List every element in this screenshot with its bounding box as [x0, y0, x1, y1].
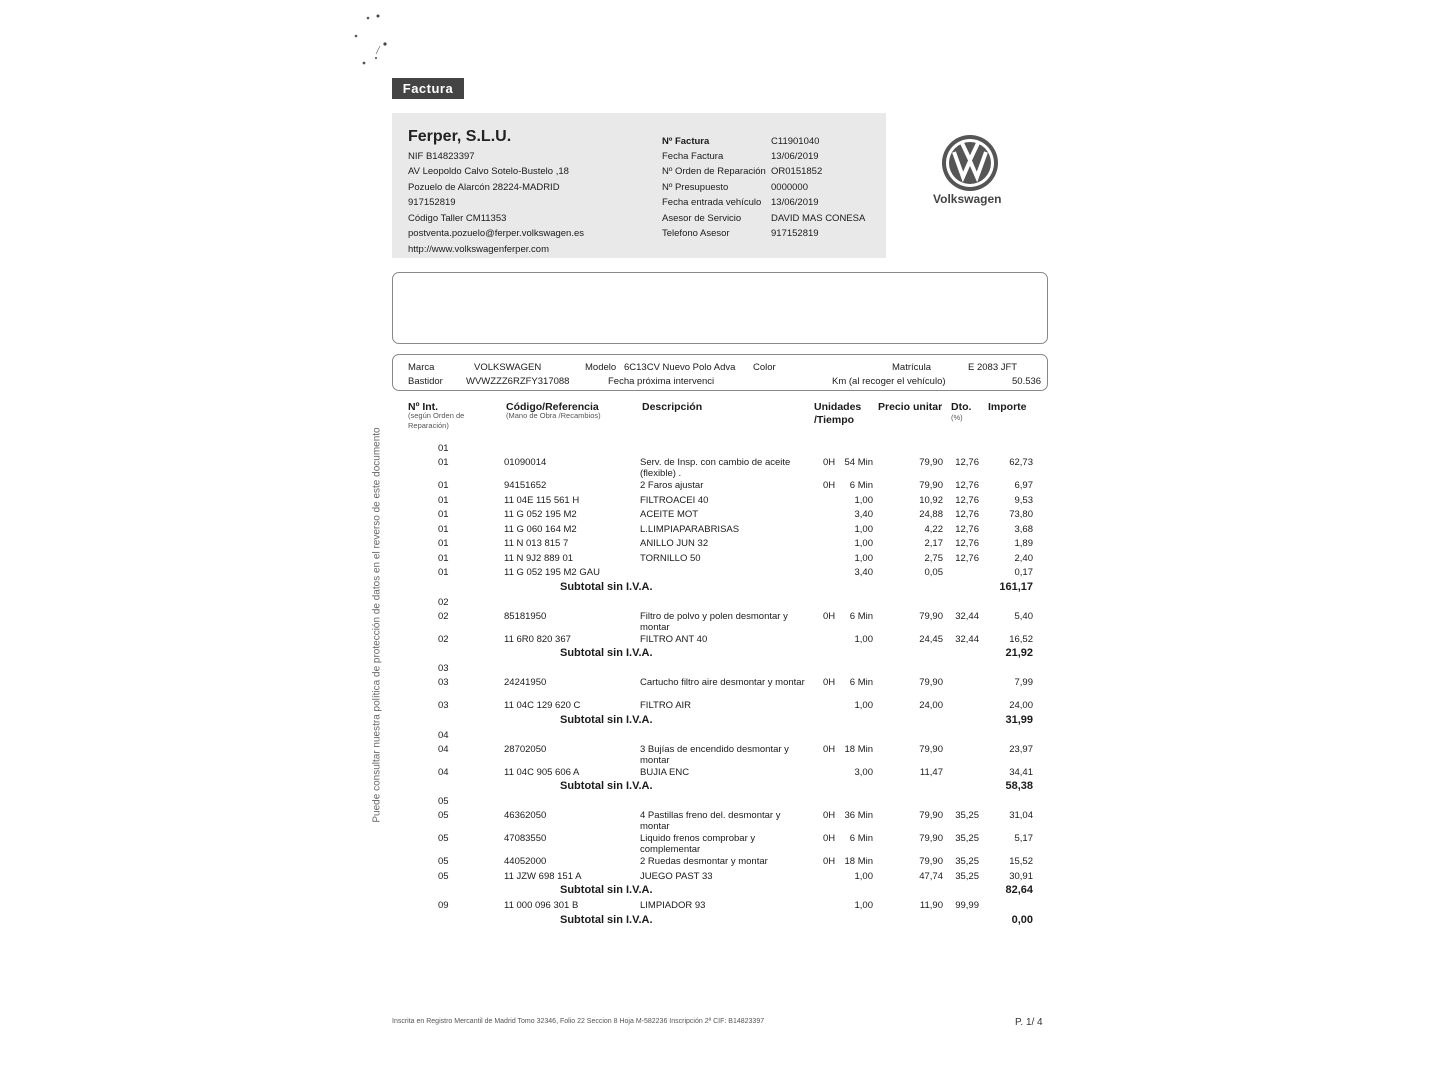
- cell-code: 47083550: [504, 833, 547, 844]
- group-id: 01: [438, 443, 449, 454]
- cell-minutes: 6 Min: [849, 480, 873, 491]
- cell-unit-price: 24,00: [919, 700, 943, 711]
- cell-description: 3 Bujías de encendido desmontar y montar: [640, 743, 789, 766]
- cell-description: L.LIMPIAPARABRISAS: [640, 523, 740, 535]
- cell-description: ANILLO JUN 32: [640, 538, 709, 549]
- matricula-value: E 2083 JFT: [968, 362, 1018, 373]
- cell-description: 2 Faros ajustar: [640, 480, 704, 491]
- invoice-field-value: 917152819: [771, 228, 819, 239]
- cell-nint: 09: [438, 900, 449, 911]
- group-header-row: [0, 597, 1440, 611]
- cell-nint: 02: [438, 610, 449, 622]
- table-row: [0, 538, 1440, 552]
- subtotal-value: 58,38: [1005, 780, 1033, 792]
- marca-value: VOLKSWAGEN: [474, 362, 542, 373]
- cell-code: 11 G 052 195 M2 GAU: [504, 567, 600, 578]
- cell-unit-price: 10,92: [919, 494, 943, 506]
- km-label: Km (al recoger el vehículo): [832, 376, 946, 387]
- cell-unit-price: 79,90: [919, 743, 943, 755]
- cell-code: 11 000 096 301 B: [504, 900, 579, 911]
- invoice-field-label: Fecha entrada vehículo: [662, 197, 762, 208]
- page-number: P. 1/ 4: [1015, 1017, 1043, 1028]
- cell-hours: 0H: [823, 743, 836, 755]
- cell-unit-price: 79,90: [919, 480, 943, 491]
- cell-unit-price: 79,90: [919, 677, 943, 688]
- group-id: 02: [438, 596, 449, 608]
- col-subheader-dto: (%): [951, 413, 963, 422]
- group-id: 04: [438, 729, 449, 741]
- cell-discount: 12,76: [955, 494, 979, 506]
- cell-unit-price: 79,90: [919, 833, 943, 844]
- cell-nint: 05: [438, 856, 449, 867]
- cell-minutes: 6 Min: [849, 833, 873, 844]
- cell-amount: 34,41: [1009, 766, 1033, 778]
- cell-amount: 16,52: [1009, 633, 1033, 645]
- subtotal-label: Subtotal sin I.V.A.: [560, 884, 653, 896]
- group-header-row: [0, 663, 1440, 677]
- cell-hours: 0H: [823, 810, 836, 821]
- cell-amount: 0,17: [1014, 567, 1033, 578]
- cell-code: 01090014: [504, 457, 547, 468]
- cell-quantity: 1,00: [854, 552, 873, 564]
- cell-quantity: 1,00: [854, 494, 873, 506]
- table-row: [0, 480, 1440, 494]
- cell-amount: 73,80: [1009, 509, 1033, 520]
- cell-description: BUJIA ENC: [640, 766, 690, 778]
- subtotal-label: Subtotal sin I.V.A.: [560, 780, 653, 792]
- cell-discount: 99,99: [955, 900, 979, 911]
- cell-nint: 02: [438, 633, 449, 645]
- group-header-row: [0, 443, 1440, 457]
- next-service-label: Fecha próxima intervenci: [608, 376, 715, 387]
- subtotal-value: 31,99: [1005, 713, 1033, 726]
- cell-hours: 0H: [823, 610, 836, 622]
- cell-code: 11 JZW 698 151 A: [504, 870, 582, 882]
- cell-quantity: 1,00: [854, 633, 873, 645]
- col-header-price: Precio unitar: [878, 401, 943, 413]
- cell-quantity: 3,40: [854, 567, 873, 578]
- cell-description: FILTRO ANT 40: [640, 633, 708, 645]
- invoice-field-label: Asesor de Servicio: [662, 213, 742, 224]
- cell-nint: 01: [438, 567, 449, 578]
- cell-description: Liquido frenos comprobar y complementar: [640, 833, 756, 855]
- cell-minutes: 18 Min: [844, 856, 873, 867]
- table-row: [0, 610, 1440, 633]
- cell-nint: 01: [438, 552, 449, 564]
- cell-discount: 32,44: [955, 610, 979, 622]
- cell-discount: 35,25: [955, 810, 979, 821]
- cell-amount: 62,73: [1009, 457, 1033, 468]
- cell-description: TORNILLO 50: [640, 552, 701, 564]
- modelo-value: 6C13CV Nuevo Polo Adva: [624, 362, 736, 373]
- invoice-field-label: Nº Orden de Reparación: [662, 166, 766, 177]
- cell-discount: 12,76: [955, 538, 979, 549]
- table-row: [0, 524, 1440, 538]
- invoice-field-label: Nº Factura: [662, 136, 710, 147]
- cell-nint: 01: [438, 480, 449, 491]
- cell-unit-price: 47,74: [919, 870, 943, 882]
- subtotal-row: [0, 780, 1440, 794]
- table-row: [0, 767, 1440, 781]
- table-row: [0, 495, 1440, 509]
- subtotal-value: 161,17: [999, 580, 1033, 593]
- cell-discount: 12,76: [955, 480, 979, 491]
- cell-unit-price: 4,22: [924, 523, 943, 535]
- cell-unit-price: 79,90: [919, 457, 943, 468]
- data-protection-note: Puede consultar nuestra política de protección de datos en el reverso de este documento: [371, 427, 383, 823]
- subtotal-label: Subtotal sin I.V.A.: [560, 713, 653, 726]
- col-header-nint: Nº Int.: [408, 401, 439, 413]
- marca-label: Marca: [408, 362, 435, 373]
- table-row: [0, 833, 1440, 855]
- cell-hours: 0H: [823, 677, 836, 688]
- cell-discount: 35,25: [955, 856, 979, 867]
- document-type-badge: Factura: [392, 78, 464, 99]
- cell-minutes: 6 Min: [849, 677, 873, 688]
- cell-unit-price: 79,90: [919, 610, 943, 622]
- cell-nint: 01: [438, 494, 449, 506]
- cell-code: 94151652: [504, 480, 547, 491]
- invoice-field-value: 13/06/2019: [771, 197, 819, 208]
- cell-minutes: 18 Min: [844, 743, 873, 755]
- cell-quantity: 1,00: [854, 700, 873, 711]
- cell-quantity: 1,00: [854, 900, 873, 911]
- cell-code: 11 04E 115 561 H: [504, 494, 580, 506]
- cell-amount: 15,52: [1009, 856, 1033, 867]
- invoice-field-value: C11901040: [771, 136, 820, 147]
- table-row: [0, 553, 1440, 567]
- brand-name: Volkswagen: [933, 192, 1002, 206]
- cell-quantity: 1,00: [854, 523, 873, 535]
- cell-hours: 0H: [823, 833, 836, 844]
- cell-amount: 1,89: [1014, 538, 1033, 549]
- cell-amount: 9,53: [1014, 494, 1033, 506]
- vw-logo-icon: [940, 133, 1000, 193]
- cell-code: 11 6R0 820 367: [504, 633, 571, 645]
- table-row: [0, 457, 1440, 479]
- cell-code: 28702050: [504, 743, 547, 755]
- cell-nint: 01: [438, 509, 449, 520]
- cell-amount: 31,04: [1009, 810, 1033, 821]
- cell-description: 2 Ruedas desmontar y montar: [640, 856, 768, 867]
- col-header-code: Código/Referencia: [506, 401, 599, 413]
- cell-unit-price: 79,90: [919, 810, 943, 821]
- cell-code: 11 G 060 164 M2: [504, 523, 577, 535]
- cell-nint: 01: [438, 457, 449, 468]
- cell-code: 11 N 9J2 889 01: [504, 552, 574, 564]
- invoice-field-label: Nº Presupuesto: [662, 182, 729, 193]
- cell-description: 4 Pastillas freno del. desmontar y montar: [640, 810, 781, 832]
- cell-quantity: 3,00: [854, 766, 873, 778]
- cell-nint: 05: [438, 810, 449, 821]
- group-header-row: [0, 730, 1440, 744]
- client-address-box: [392, 272, 1048, 344]
- subtotal-row: [0, 647, 1440, 661]
- table-row: [0, 700, 1440, 714]
- company-line: http://www.volkswagenferper.com: [408, 244, 549, 255]
- cell-amount: 5,40: [1014, 610, 1033, 622]
- company-line: AV Leopoldo Calvo Sotelo-Bustelo ,18: [408, 166, 569, 177]
- matricula-label: Matrícula: [892, 362, 932, 373]
- cell-code: 46362050: [504, 810, 547, 821]
- cell-amount: 5,17: [1014, 833, 1033, 844]
- cell-nint: 04: [438, 766, 449, 778]
- subtotal-row: [0, 884, 1440, 898]
- subtotal-value: 82,64: [1005, 884, 1033, 896]
- table-row: [0, 509, 1440, 523]
- cell-amount: 24,00: [1009, 700, 1033, 711]
- cell-unit-price: 11,47: [919, 766, 943, 778]
- cell-unit-price: 2,75: [924, 552, 943, 564]
- cell-amount: 7,99: [1014, 677, 1033, 688]
- subtotal-row: [0, 714, 1440, 728]
- bastidor-value: WVWZZZ6RZFY317088: [466, 376, 570, 387]
- cell-minutes: 54 Min: [844, 457, 873, 468]
- invoice-field-value: DAVID MAS CONESA: [771, 213, 866, 224]
- cell-quantity: 3,40: [854, 509, 873, 520]
- company-line: Pozuelo de Alarcón 28224-MADRID: [408, 182, 560, 193]
- cell-quantity: 1,00: [854, 870, 873, 882]
- table-row: [0, 856, 1440, 870]
- cell-discount: 32,44: [955, 633, 979, 645]
- company-line: Código Taller CM11353: [408, 213, 507, 224]
- table-row: [0, 634, 1440, 648]
- km-value: 50.536: [1012, 376, 1042, 387]
- subtotal-label: Subtotal sin I.V.A.: [560, 913, 653, 926]
- cell-code: 44052000: [504, 856, 547, 867]
- cell-hours: 0H: [823, 856, 836, 867]
- cell-description: FILTRO AIR: [640, 700, 692, 711]
- scan-specks: [350, 10, 400, 70]
- cell-minutes: 6 Min: [849, 610, 873, 622]
- cell-code: 11 G 052 195 M2: [504, 509, 577, 520]
- subtotal-label: Subtotal sin I.V.A.: [560, 580, 653, 593]
- cell-minutes: 36 Min: [844, 810, 873, 821]
- invoice-field-value: OR0151852: [771, 166, 823, 177]
- cell-unit-price: 2,17: [924, 538, 943, 549]
- modelo-label: Modelo: [585, 362, 617, 373]
- color-label: Color: [753, 362, 776, 373]
- table-row: [0, 900, 1440, 914]
- cell-discount: 12,76: [955, 552, 979, 564]
- cell-discount: 35,25: [955, 870, 979, 882]
- cell-code: 24241950: [504, 677, 547, 688]
- company-line: NIF B14823397: [408, 151, 475, 162]
- cell-description: Serv. de Insp. con cambio de aceite (flexible) .: [640, 457, 791, 479]
- subtotal-row: [0, 581, 1440, 595]
- subtotal-value: 0,00: [1011, 913, 1033, 926]
- cell-code: 11 N 013 815 7: [504, 538, 569, 549]
- cell-description: LIMPIADOR 93: [640, 900, 706, 911]
- cell-quantity: 1,00: [854, 538, 873, 549]
- cell-unit-price: 11,90: [919, 900, 943, 911]
- cell-nint: 04: [438, 743, 449, 755]
- cell-unit-price: 0,05: [924, 567, 943, 578]
- cell-code: 11 04C 905 606 A: [504, 766, 580, 778]
- cell-hours: 0H: [823, 480, 836, 491]
- company-line: 917152819: [408, 197, 456, 208]
- cell-nint: 03: [438, 677, 449, 688]
- invoice-field-label: Telefono Asesor: [662, 228, 730, 239]
- cell-nint: 05: [438, 833, 449, 844]
- cell-description: FILTROACEI 40: [640, 494, 709, 506]
- group-id: 05: [438, 796, 449, 807]
- table-row: [0, 567, 1440, 581]
- cell-unit-price: 24,45: [919, 633, 943, 645]
- table-row: [0, 810, 1440, 832]
- col-header-desc: Descripción: [642, 401, 703, 413]
- company-line: postventa.pozuelo@ferper.volkswagen.es: [408, 228, 585, 239]
- group-id: 03: [438, 663, 449, 674]
- cell-unit-price: 79,90: [919, 856, 943, 867]
- cell-discount: 12,76: [955, 509, 979, 520]
- cell-nint: 01: [438, 538, 449, 549]
- col-subheader-code: (Mano de Obra /Recambios): [506, 411, 601, 420]
- cell-nint: 05: [438, 870, 449, 882]
- cell-amount: 3,68: [1014, 523, 1033, 535]
- invoice-field-value: 0000000: [771, 182, 808, 193]
- cell-description: Filtro de polvo y polen desmontar y montar: [640, 610, 788, 633]
- subtotal-label: Subtotal sin I.V.A.: [560, 647, 653, 659]
- cell-amount: 6,97: [1014, 480, 1033, 491]
- cell-description: ACEITE MOT: [640, 509, 699, 520]
- cell-discount: 12,76: [955, 457, 979, 468]
- subtotal-row: [0, 914, 1440, 928]
- col-subheader-nint: (según Orden de Reparación): [408, 411, 465, 430]
- subtotal-value: 21,92: [1005, 647, 1033, 659]
- cell-unit-price: 24,88: [919, 509, 943, 520]
- cell-amount: 30,91: [1009, 870, 1033, 882]
- cell-amount: 23,97: [1009, 743, 1033, 755]
- cell-description: JUEGO PAST 33: [640, 870, 713, 882]
- cell-description: Cartucho filtro aire desmontar y montar: [640, 677, 805, 688]
- cell-discount: 12,76: [955, 523, 979, 535]
- cell-nint: 03: [438, 700, 449, 711]
- cell-nint: 01: [438, 523, 449, 535]
- invoice-field-label: Fecha Factura: [662, 151, 724, 162]
- table-row: [0, 871, 1440, 885]
- col-header-importe: Importe: [988, 401, 1027, 413]
- group-header-row: [0, 796, 1440, 810]
- cell-code: 85181950: [504, 610, 547, 622]
- cell-discount: 35,25: [955, 833, 979, 844]
- cell-hours: 0H: [823, 457, 836, 468]
- table-row: [0, 677, 1440, 691]
- bastidor-label: Bastidor: [408, 376, 443, 387]
- cell-code: 11 04C 129 620 C: [504, 700, 581, 711]
- col-header-dto: Dto.: [951, 401, 972, 413]
- col-header-units: Unidades /Tiempo: [814, 401, 862, 426]
- table-row: [0, 743, 1440, 766]
- invoice-field-value: 13/06/2019: [771, 151, 819, 162]
- cell-amount: 2,40: [1014, 552, 1033, 564]
- company-name: Ferper, S.L.U.: [408, 128, 512, 145]
- registry-footer: Inscrita en Registro Mercantil de Madrid Tomo 32346, Folio 22 Seccion 8 Hoja M-582236 Inscripción 2ª CIF: B14823397: [392, 1018, 765, 1025]
